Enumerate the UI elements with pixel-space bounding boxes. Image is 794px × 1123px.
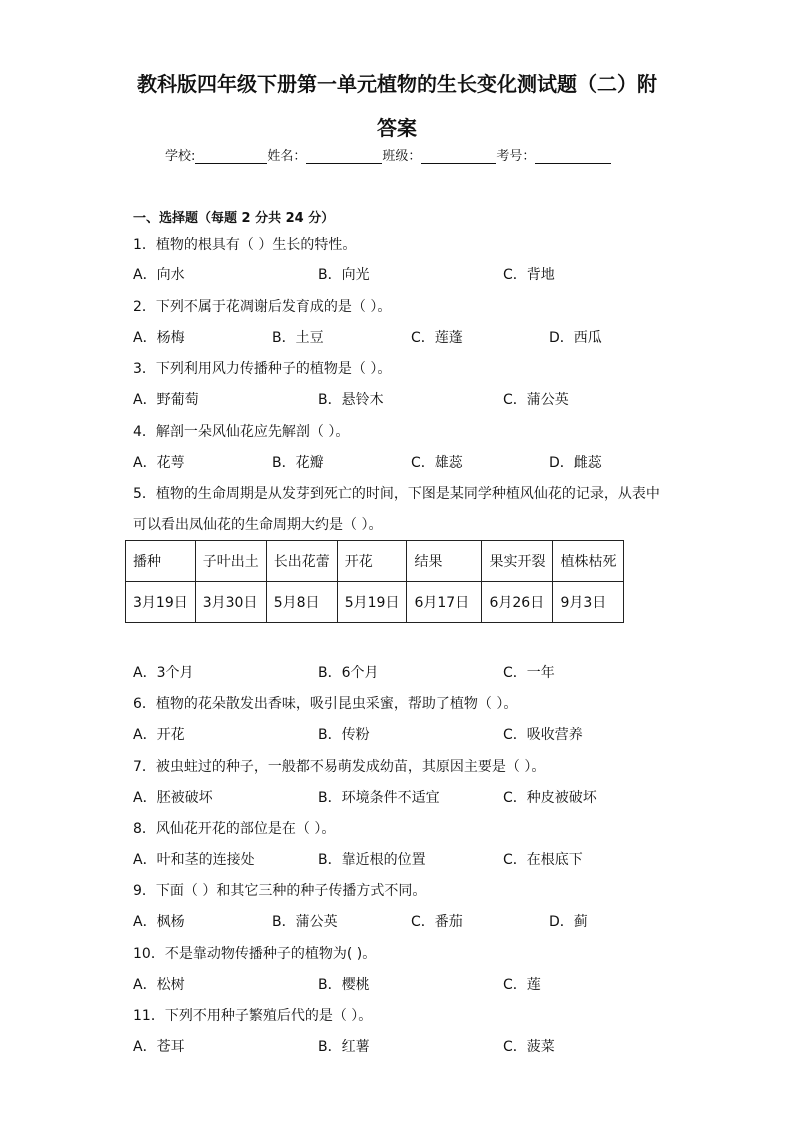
growth-record-table	[125, 540, 624, 623]
option-c[interactable]: C．雄蕊	[411, 455, 463, 471]
name-blank[interactable]	[306, 149, 382, 164]
class-blank[interactable]	[421, 149, 496, 164]
option-c[interactable]: C．在根底下	[503, 852, 583, 868]
option-b[interactable]: B．樱桃	[318, 977, 370, 993]
class-label: 班级：	[382, 149, 422, 164]
option-a[interactable]: A．胚被破坏	[133, 790, 213, 806]
name-label: 姓名：	[267, 149, 307, 164]
table-header-cell: 子叶出土	[195, 541, 266, 582]
option-b[interactable]: B．蒲公英	[272, 914, 338, 930]
question-stem: 11．下列不用种子繁殖后代的是（ ）。	[133, 1008, 373, 1024]
option-b[interactable]: B．花瓣	[272, 455, 324, 471]
option-a[interactable]: A．松树	[133, 977, 185, 993]
option-c[interactable]: C．菠菜	[503, 1039, 555, 1055]
table-cell: 6月26日	[482, 582, 553, 623]
question-stem: 10．不是靠动物传播种子的植物为( )。	[133, 946, 377, 962]
option-a[interactable]: A．枫杨	[133, 914, 185, 930]
table-cell: 6月17日	[407, 582, 482, 623]
option-a[interactable]: A．苍耳	[133, 1039, 185, 1055]
table-header-cell: 开花	[337, 541, 407, 582]
option-a[interactable]: A．花萼	[133, 455, 185, 471]
question-stem: 7．被虫蛀过的种子，一般都不易萌发成幼苗，其原因主要是（ ）。	[133, 759, 546, 775]
student-info-row	[165, 145, 611, 164]
question-stem: 3．下列利用风力传播种子的植物是（ ）。	[133, 361, 392, 377]
id-label: 考号：	[496, 149, 536, 164]
question-stem: 2．下列不属于花凋谢后发育成的是（ ）。	[133, 299, 392, 315]
question-stem: 1．植物的根具有（ ）生长的特性。	[133, 237, 357, 253]
option-b[interactable]: B．靠近根的位置	[318, 852, 426, 868]
table-header-cell: 植株枯死	[553, 541, 624, 582]
option-c[interactable]: C．蒲公英	[503, 392, 569, 408]
option-a[interactable]: A．向水	[133, 267, 185, 283]
option-c[interactable]: C．莲	[503, 977, 541, 993]
option-a[interactable]: A．开花	[133, 727, 185, 743]
option-a[interactable]: A．叶和茎的连接处	[133, 852, 255, 868]
option-b[interactable]: B．向光	[318, 267, 370, 283]
option-c[interactable]: C．番茄	[411, 914, 463, 930]
option-a[interactable]: A．3个月	[133, 665, 194, 681]
option-b[interactable]: B．6个月	[318, 665, 379, 681]
question-stem-line2: 可以看出凤仙花的生命周期大约是（ ）。	[133, 517, 383, 533]
option-b[interactable]: B．悬铃木	[318, 392, 384, 408]
option-a[interactable]: A．杨梅	[133, 330, 185, 346]
option-b[interactable]: B．土豆	[272, 330, 324, 346]
option-c[interactable]: C．背地	[503, 267, 555, 283]
question-stem: 8．风仙花开花的部位是在（ ）。	[133, 821, 336, 837]
table-row	[126, 582, 624, 623]
option-b[interactable]: B．传粉	[318, 727, 370, 743]
option-c[interactable]: C．种皮被破坏	[503, 790, 597, 806]
question-stem: 4．解剖一朵风仙花应先解剖（ ）。	[133, 424, 350, 440]
option-b[interactable]: B．红薯	[318, 1039, 370, 1055]
table-header-cell: 播种	[126, 541, 196, 582]
option-d[interactable]: D．雌蕊	[549, 455, 602, 471]
table-cell: 5月8日	[266, 582, 337, 623]
table-cell: 9月3日	[553, 582, 624, 623]
table-cell: 3月30日	[195, 582, 266, 623]
option-b[interactable]: B．环境条件不适宜	[318, 790, 440, 806]
table-header-cell: 结果	[407, 541, 482, 582]
question-stem-line1: 5．植物的生命周期是从发芽到死亡的时间，下图是某同学种植风仙花的记录，从表中	[133, 486, 660, 502]
section-heading: 一、选择题（每题 2 分共 24 分）	[133, 211, 335, 226]
table-cell: 5月19日	[337, 582, 407, 623]
id-blank[interactable]	[535, 149, 611, 164]
option-c[interactable]: C．吸收营养	[503, 727, 583, 743]
school-label: 学校:	[165, 149, 196, 164]
document-title-line2: 答案	[377, 116, 417, 140]
option-d[interactable]: D．西瓜	[549, 330, 602, 346]
table-header-cell: 果实开裂	[482, 541, 553, 582]
option-c[interactable]: C．莲蓬	[411, 330, 463, 346]
option-a[interactable]: A．野葡萄	[133, 392, 199, 408]
table-header-cell: 长出花蕾	[266, 541, 337, 582]
option-d[interactable]: D．蓟	[549, 914, 588, 930]
question-stem: 6．植物的花朵散发出香味，吸引昆虫采蜜，帮助了植物（ ）。	[133, 696, 518, 712]
table-cell: 3月19日	[126, 582, 196, 623]
document-title-line1: 教科版四年级下册第一单元植物的生长变化测试题（二）附	[137, 72, 657, 96]
option-c[interactable]: C．一年	[503, 665, 555, 681]
table-header-row	[126, 541, 624, 582]
school-blank[interactable]	[195, 149, 267, 164]
question-stem: 9．下面（ ）和其它三种的种子传播方式不同。	[133, 883, 427, 899]
